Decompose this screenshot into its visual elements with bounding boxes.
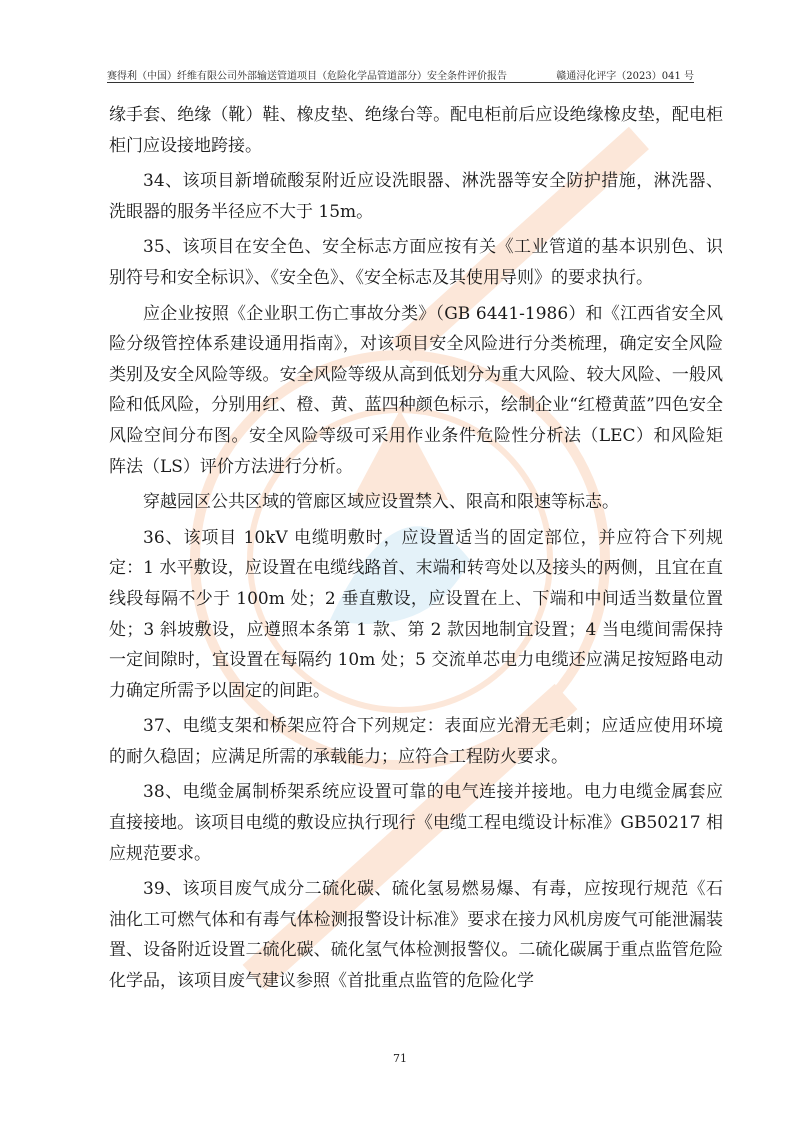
paragraph-item-34: 34、该项目新增硫酸泵附近应设洗眼器、淋洗器等安全防护措施，淋洗器、洗眼器的服务半径应不大于 15m。 [109,171,723,222]
paragraph-item-36: 36、该项目 10kV 电缆明敷时，应设置适当的固定部位，并应符合下列规定：1 水平敷设，应设置在电缆线路首、末端和转弯处以及接头的两侧，且宜在直线段每隔不少于 100m 处；2 垂直敷设，应设置在上、下端和中间适当数量位置处；3 斜坡敷设，应遵照本条第 1 款、第 2 款因地制宜设置；4 当电缆间需保持一定间隙时，宜设置在每隔约 10m 处；5 交流单芯电力电缆还应满足按短路电动力确定所需予以固定的间距。 [109,527,723,701]
paragraph-item-38: 38、电缆金属制桥架系统应设置可靠的电气连接并接地。电力电缆金属套应直接接地。该项目电缆的敷设应执行现行《电缆工程电缆设计标准》GB50217 相应规范要求。 [109,782,723,864]
header-divider [107,82,694,83]
report-title: 赛得利（中国）纤维有限公司外部输送管道项目（危险化学品管道部分）安全条件评价报告 [107,71,507,82]
page-number: 71 [393,1052,407,1065]
paragraph-risk-classification: 应企业按照《企业职工伤亡事故分类》（GB 6441-1986）和《江西省安全风险分级管控体系建设通用指南》，对该项目安全风险进行分类梳理，确定安全风险类别及安全风险等级。安全风险等级从高到低划分为重大风险、较大风险、一般风险和低风险，分别用红、橙、黄、蓝四种颜色标示，绘制企业“红橙黄蓝”四色安全风险空间分布图。安全风险等级可采用作业条件危险性分析法（LEC）和风险矩阵法（LS）评价方法进行分析。 [109,303,723,477]
report-number: 赣通浔化评字（2023）041 号 [556,71,694,82]
paragraph-pipe-gallery-signs: 穿越园区公共区域的管廊区域应设置禁入、限高和限速等标志。 [143,492,619,513]
paragraph-item-37: 37、电缆支架和桥架应符合下列规定：表面应光滑无毛刺；应适应使用环境的耐久稳固；应满足所需的承载能力；应符合工程防火要求。 [109,716,723,767]
paragraph-continuation: 缘手套、绝缘（靴）鞋、橡皮垫、绝缘台等。配电柜前后应设绝缘橡皮垫，配电柜柜门应设接地跨接。 [109,105,723,156]
paragraph-item-39: 39、该项目废气成分二硫化碳、硫化氢易燃易爆、有毒，应按现行规范《石油化工可燃气体和有毒气体检测报警设计标准》要求在接力风机房废气可能泄漏装置、设备附近设置二硫化碳、硫化氢气体检测报警仪。二硫化碳属于重点监管危险化学品，该项目废气建议参照《首批重点监管的危险化学 [109,879,723,992]
paragraph-item-35: 35、该项目在安全色、安全标志方面应按有关《工业管道的基本识别色、识别符号和安全标识》、《安全色》、《安全标志及其使用导则》的要求执行。 [109,237,723,288]
page-header [107,62,694,82]
document-body [109,100,723,1002]
